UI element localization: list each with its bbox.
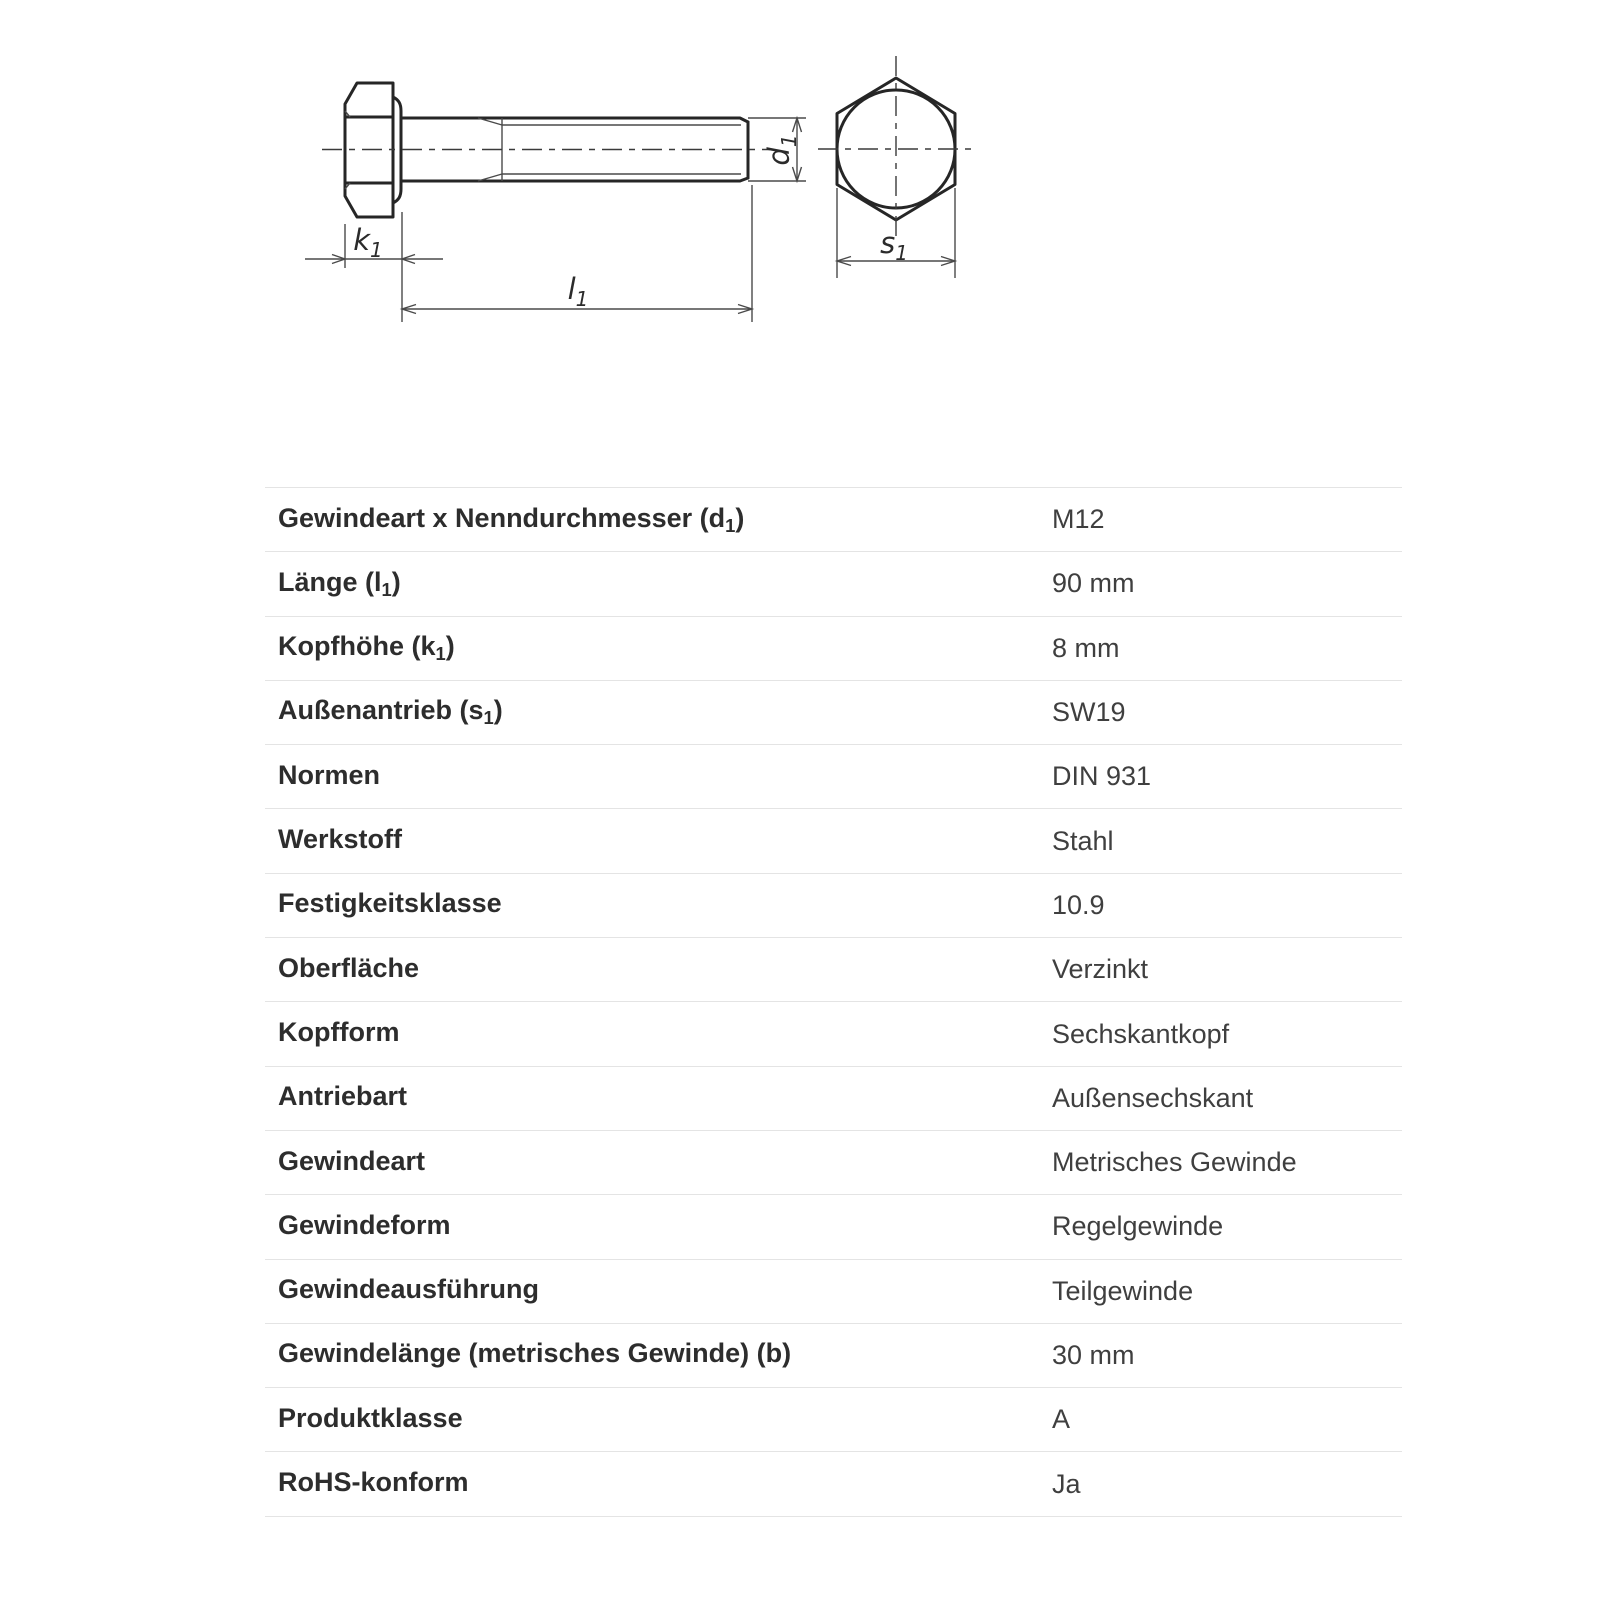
spec-value: Teilgewinde xyxy=(1052,1275,1194,1306)
spec-label: Festigkeitsklasse xyxy=(278,888,502,919)
spec-label: Normen xyxy=(278,759,381,790)
spec-row-gewindeart xyxy=(265,1130,1402,1194)
spec-label: Außenantrieb $(s_1)$ xyxy=(278,695,503,729)
bolt-front-view xyxy=(818,56,974,278)
spec-row-kopfhoehe xyxy=(265,616,1402,680)
dimension-l1 xyxy=(402,185,752,322)
shank-top-line xyxy=(401,118,748,122)
spec-label: Oberfläche xyxy=(278,952,420,983)
spec-value: 10.9 xyxy=(1052,889,1105,920)
spec-label: Gewindeausführung xyxy=(278,1274,540,1305)
spec-value: M12 xyxy=(1052,504,1105,535)
spec-row-aussenantrieb xyxy=(265,680,1402,744)
l1-dim-label: $l_1$ xyxy=(567,272,589,311)
spec-label: Gewindeform xyxy=(278,1209,451,1240)
spec-label: Gewindeart xyxy=(278,1145,426,1176)
spec-value: Metrisches Gewinde xyxy=(1052,1147,1297,1178)
spec-row-produktklasse xyxy=(265,1387,1402,1451)
bolt-technical-drawing xyxy=(280,40,1020,400)
spec-value: DIN 931 xyxy=(1052,761,1152,792)
spec-row-kopfform xyxy=(265,1001,1402,1065)
spec-label: Gewindeart x Nenndurchmesser $(d_1)$ xyxy=(278,502,745,536)
spec-label: Antriebart xyxy=(278,1081,408,1112)
spec-value: Außensechskant xyxy=(1052,1082,1254,1113)
spec-value: Stahl xyxy=(1052,825,1114,856)
spec-label: Länge $(l_1)$ xyxy=(278,566,401,601)
spec-label: Kopfhöhe $(k_1)$ xyxy=(278,631,455,665)
spec-value: 30 mm xyxy=(1052,1340,1135,1370)
spec-label: Produktklasse xyxy=(278,1402,463,1433)
spec-row-normen xyxy=(265,744,1402,808)
spec-row-gewindeart-nenndurchmesser xyxy=(265,487,1402,551)
shank-bottom-line xyxy=(401,178,748,181)
spec-label: Gewindelänge (metrisches Gewinde) (b) xyxy=(278,1338,792,1369)
spec-value: SW19 xyxy=(1052,697,1126,728)
spec-value: 8 mm xyxy=(1052,632,1120,663)
s1-dim-label: $s_1$ xyxy=(880,226,908,265)
dimension-k1 xyxy=(305,212,443,322)
spec-label: RoHS-konform xyxy=(278,1467,469,1498)
spec-value: A xyxy=(1052,1404,1071,1435)
spec-row-gewindelaenge xyxy=(265,1323,1402,1387)
spec-value: Ja xyxy=(1052,1468,1081,1499)
spec-row-werkstoff xyxy=(265,808,1402,872)
spec-row-festigkeitsklasse xyxy=(265,873,1402,937)
spec-value: 90 mm xyxy=(1052,568,1135,599)
dimension-d1 xyxy=(748,118,806,181)
spec-row-gewindeausfuehrung xyxy=(265,1259,1402,1323)
spec-value: Sechskantkopf xyxy=(1052,1018,1230,1049)
spec-row-oberflaeche xyxy=(265,937,1402,1001)
spec-value: Regelgewinde xyxy=(1052,1211,1224,1242)
spec-row-antriebart xyxy=(265,1066,1402,1130)
spec-label: Kopfform xyxy=(278,1016,400,1047)
spec-label: Werkstoff xyxy=(278,824,403,855)
spec-row-laenge xyxy=(265,551,1402,615)
d1-dim-label: $d_1$ xyxy=(762,134,801,166)
k1-dim-label: $k_1$ xyxy=(353,223,383,262)
spec-row-rohs-konform xyxy=(265,1451,1402,1516)
spec-row-gewindeform xyxy=(265,1194,1402,1258)
bolt-side-view xyxy=(322,83,770,217)
spec-table xyxy=(265,487,1402,1517)
spec-value: Verzinkt xyxy=(1052,954,1149,985)
